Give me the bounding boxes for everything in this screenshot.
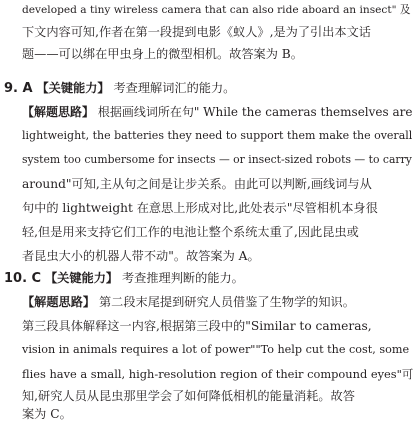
q10-number: 10. C [4, 271, 42, 286]
q10-reasoning-line-4: flies have a small, high-resolution region of their compound eyes"可 [22, 367, 414, 381]
q9-reasoning-line-5: 句中的 lightweight 在意思上形成对比,此处表示"尽管相机本身很 [22, 201, 378, 215]
q10-reasoning-line-2: 第三段具体解释这一内容,根据第三段中的"Similar to cameras, [22, 319, 372, 333]
q9-reasoning-line-1 [22, 104, 412, 120]
q9-reasoning-line-2: lightweight, the batteries they need to support them make the overall [22, 129, 413, 142]
q9-reasoning-text-1: 根据画线词所在句" While the cameras themselves are [94, 105, 413, 119]
q8-text-line-2: 下文内容可知,作者在第一段提到电影《蚁人》,是为了引出本文话 [22, 25, 371, 39]
q10-ability-text: 考查推理判断的能力。 [121, 271, 244, 285]
q9-reasoning-line-3: system too cumbersome for insects — or insect-sized robots — to carry [22, 153, 412, 166]
q10-idea-tag: 【解题思路】 [22, 295, 96, 309]
q10-reasoning-line-5: 知,研究人员从昆虫那里学会了如何降低相机的能量消耗。故答 [22, 389, 355, 403]
q9-heading [4, 80, 235, 97]
q10-reasoning-line-3: vision in animals requires a lot of power""To help cut the cost, some [22, 343, 410, 356]
q9-ability-text: 考查理解词汇的能力。 [113, 81, 236, 95]
q9-reasoning-line-7: 者昆虫大小的机器人带不动"。故答案为 A。 [22, 249, 260, 263]
q8-text-line-1: developed a tiny wireless camera that can also ride aboard an insect" 及 [22, 4, 411, 16]
q10-ability-tag: 【关键能力】 [44, 271, 119, 285]
q10-reasoning-line-6: 案为 C。 [22, 407, 72, 421]
q8-text-line-3: 题——可以绑在甲虫身上的微型相机。故答案为 B。 [22, 47, 303, 61]
q10-reasoning-text-1: 第二段末尾提到研究人员借鉴了生物学的知识。 [95, 295, 355, 309]
q9-reasoning-line-6: 轻,但是用来支持它们工作的电池让整个系统太重了,因此昆虫或 [22, 225, 359, 239]
q10-reasoning-line-1 [22, 294, 355, 310]
q9-idea-tag: 【解题思路】 [22, 105, 95, 119]
q9-reasoning-line-4: around"可知,主从句之间是让步关系。由此可以判断,画线词与从 [22, 177, 372, 191]
q10-heading [4, 270, 244, 287]
q9-number: 9. A [4, 81, 33, 96]
q9-ability-tag: 【关键能力】 [36, 81, 110, 95]
